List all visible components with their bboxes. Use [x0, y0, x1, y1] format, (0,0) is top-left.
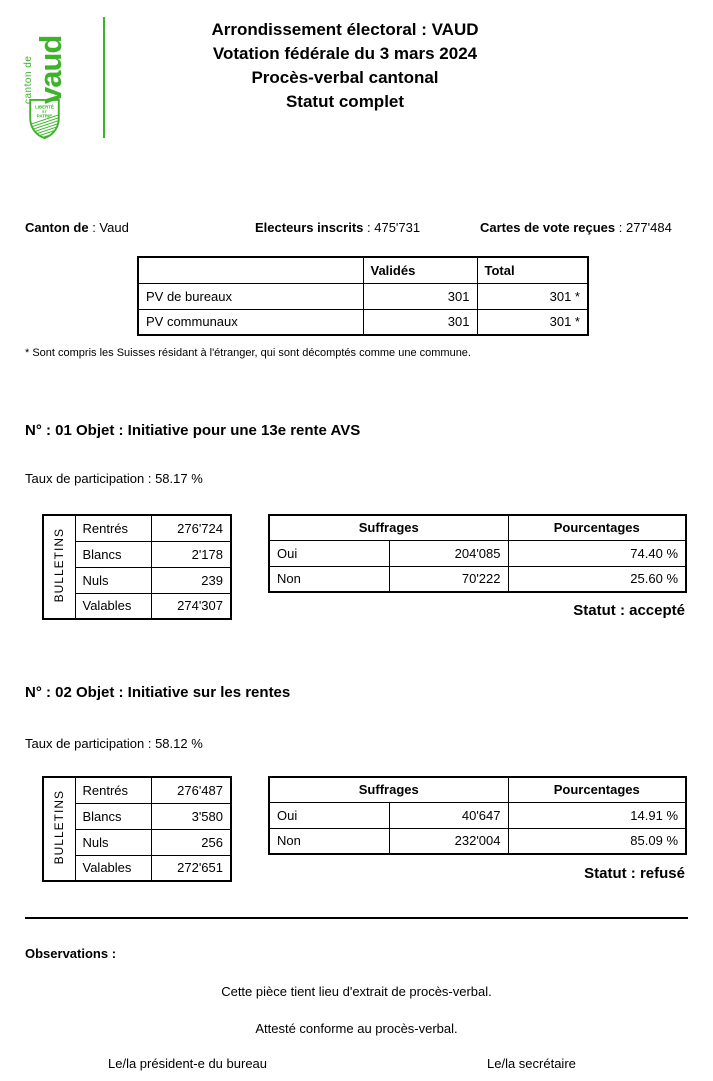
table-row: [269, 540, 686, 566]
canton-info: [25, 220, 129, 235]
header-vertical-divider: [103, 17, 105, 138]
bulletins-value: 256: [151, 829, 231, 855]
table-row: [269, 566, 686, 592]
bulletins-side-label-cell: [43, 777, 75, 881]
shield-et-text: ET: [42, 109, 47, 114]
pv-table: [137, 256, 589, 336]
electeurs-info: [255, 220, 420, 235]
bulletins-label: Nuls: [75, 829, 151, 855]
pv-row-label: PV communaux: [138, 309, 363, 335]
title-line-statut: Statut complet: [285, 92, 405, 111]
canton-vaud-logo: [24, 18, 66, 104]
pv-row-label: PV de bureaux: [138, 283, 363, 309]
pourcentages-header: Pourcentages: [508, 515, 686, 540]
bulletins-label: Valables: [75, 855, 151, 881]
object-2-bulletins-table: [42, 776, 232, 882]
pv-table-header-row: [138, 257, 588, 283]
bulletins-value: 2'178: [151, 541, 231, 567]
suffrages-count: 204'085: [389, 540, 508, 566]
bulletins-label: Rentrés: [75, 777, 151, 803]
observations-label: Observations :: [25, 946, 117, 961]
table-row: [269, 802, 686, 828]
bulletins-value: 276'487: [151, 777, 231, 803]
bulletins-value: 274'307: [151, 593, 231, 619]
cartes-label: Cartes de vote reçues: [480, 220, 616, 235]
title-line-proces-verbal: Procès-verbal cantonal: [251, 68, 439, 87]
object-2-heading: N° : 02 Objet : Initiative sur les rentes: [25, 684, 291, 701]
footnote: * Sont compris les Suisses résidant à l'étranger, qui sont décomptés comme une commune.: [25, 347, 471, 359]
electeurs-value: : 475'731: [367, 220, 421, 235]
suffrages-header: Suffrages: [269, 515, 508, 540]
vaud-shield-icon: [28, 99, 61, 139]
bulletins-vertical-label: BULLETINS: [52, 528, 67, 603]
suffrages-header: Suffrages: [269, 777, 508, 802]
secretary-signature-label: Le/la secrétaire: [487, 1056, 576, 1071]
bulletins-label: Nuls: [75, 567, 151, 593]
bulletins-side-label-cell: [43, 515, 75, 619]
pv-row-total: 301 *: [477, 283, 588, 309]
extract-notice: Cette pièce tient lieu d'extrait de procès-verbal.: [221, 984, 492, 999]
logo-canton-de-text: canton de: [23, 55, 34, 104]
bulletins-label: Valables: [75, 593, 151, 619]
object-1-participation: Taux de participation : 58.17 %: [25, 471, 203, 486]
logo-vaud-text: vaud: [33, 35, 68, 104]
suffrages-header-row: [269, 777, 686, 802]
pv-row-valides: 301: [363, 283, 477, 309]
shield-liberte-text: LIBERTÉ: [35, 104, 54, 110]
footer-divider: [25, 917, 688, 919]
suffrages-answer: Oui: [269, 802, 389, 828]
bulletins-label: Blancs: [75, 803, 151, 829]
suffrages-percent: 85.09 %: [508, 828, 686, 854]
canton-value: : Vaud: [92, 220, 129, 235]
table-row: [138, 283, 588, 309]
suffrages-header-row: [269, 515, 686, 540]
cartes-info: [480, 220, 672, 235]
suffrages-count: 40'647: [389, 802, 508, 828]
suffrages-answer: Non: [269, 566, 389, 592]
object-2-statut: Statut : refusé: [584, 865, 685, 882]
pv-header-total: Total: [477, 257, 588, 283]
object-1-bulletins-table: [42, 514, 232, 620]
suffrages-answer: Oui: [269, 540, 389, 566]
shield-patrie-text: PATRIE: [36, 113, 53, 119]
pv-header-valides: Validés: [363, 257, 477, 283]
title-line-votation: Votation fédérale du 3 mars 2024: [212, 44, 478, 63]
president-signature-label: Le/la président-e du bureau: [108, 1056, 268, 1071]
table-row: [138, 309, 588, 335]
bulletins-value: 276'724: [151, 515, 231, 541]
suffrages-percent: 14.91 %: [508, 802, 686, 828]
pourcentages-header: Pourcentages: [508, 777, 686, 802]
table-row: [43, 777, 231, 803]
canton-label: Canton de: [25, 220, 89, 235]
suffrages-percent: 25.60 %: [508, 566, 686, 592]
bulletins-value: 3'580: [151, 803, 231, 829]
bulletins-value: 272'651: [151, 855, 231, 881]
pv-row-valides: 301: [363, 309, 477, 335]
object-2-suffrages-table: [268, 776, 687, 855]
electeurs-label: Electeurs inscrits: [255, 220, 364, 235]
object-2-participation: Taux de participation : 58.12 %: [25, 736, 203, 751]
bulletins-vertical-label: BULLETINS: [52, 790, 67, 865]
table-row: [43, 515, 231, 541]
title-line-arrondissement: Arrondissement électoral : VAUD: [211, 20, 479, 39]
bulletins-value: 239: [151, 567, 231, 593]
bulletins-label: Rentrés: [75, 515, 151, 541]
suffrages-count: 232'004: [389, 828, 508, 854]
attestation-notice: Attesté conforme au procès-verbal.: [255, 1021, 458, 1036]
object-1-suffrages-table: [268, 514, 687, 593]
pv-row-total: 301 *: [477, 309, 588, 335]
bulletins-label: Blancs: [75, 541, 151, 567]
table-row: [269, 828, 686, 854]
document-title: [120, 18, 570, 114]
object-1-statut: Statut : accepté: [573, 602, 685, 619]
cartes-value: : 277'484: [618, 220, 672, 235]
suffrages-percent: 74.40 %: [508, 540, 686, 566]
object-1-heading: N° : 01 Objet : Initiative pour une 13e rente AVS: [25, 422, 361, 439]
suffrages-answer: Non: [269, 828, 389, 854]
pv-header-empty: [138, 257, 363, 283]
suffrages-count: 70'222: [389, 566, 508, 592]
